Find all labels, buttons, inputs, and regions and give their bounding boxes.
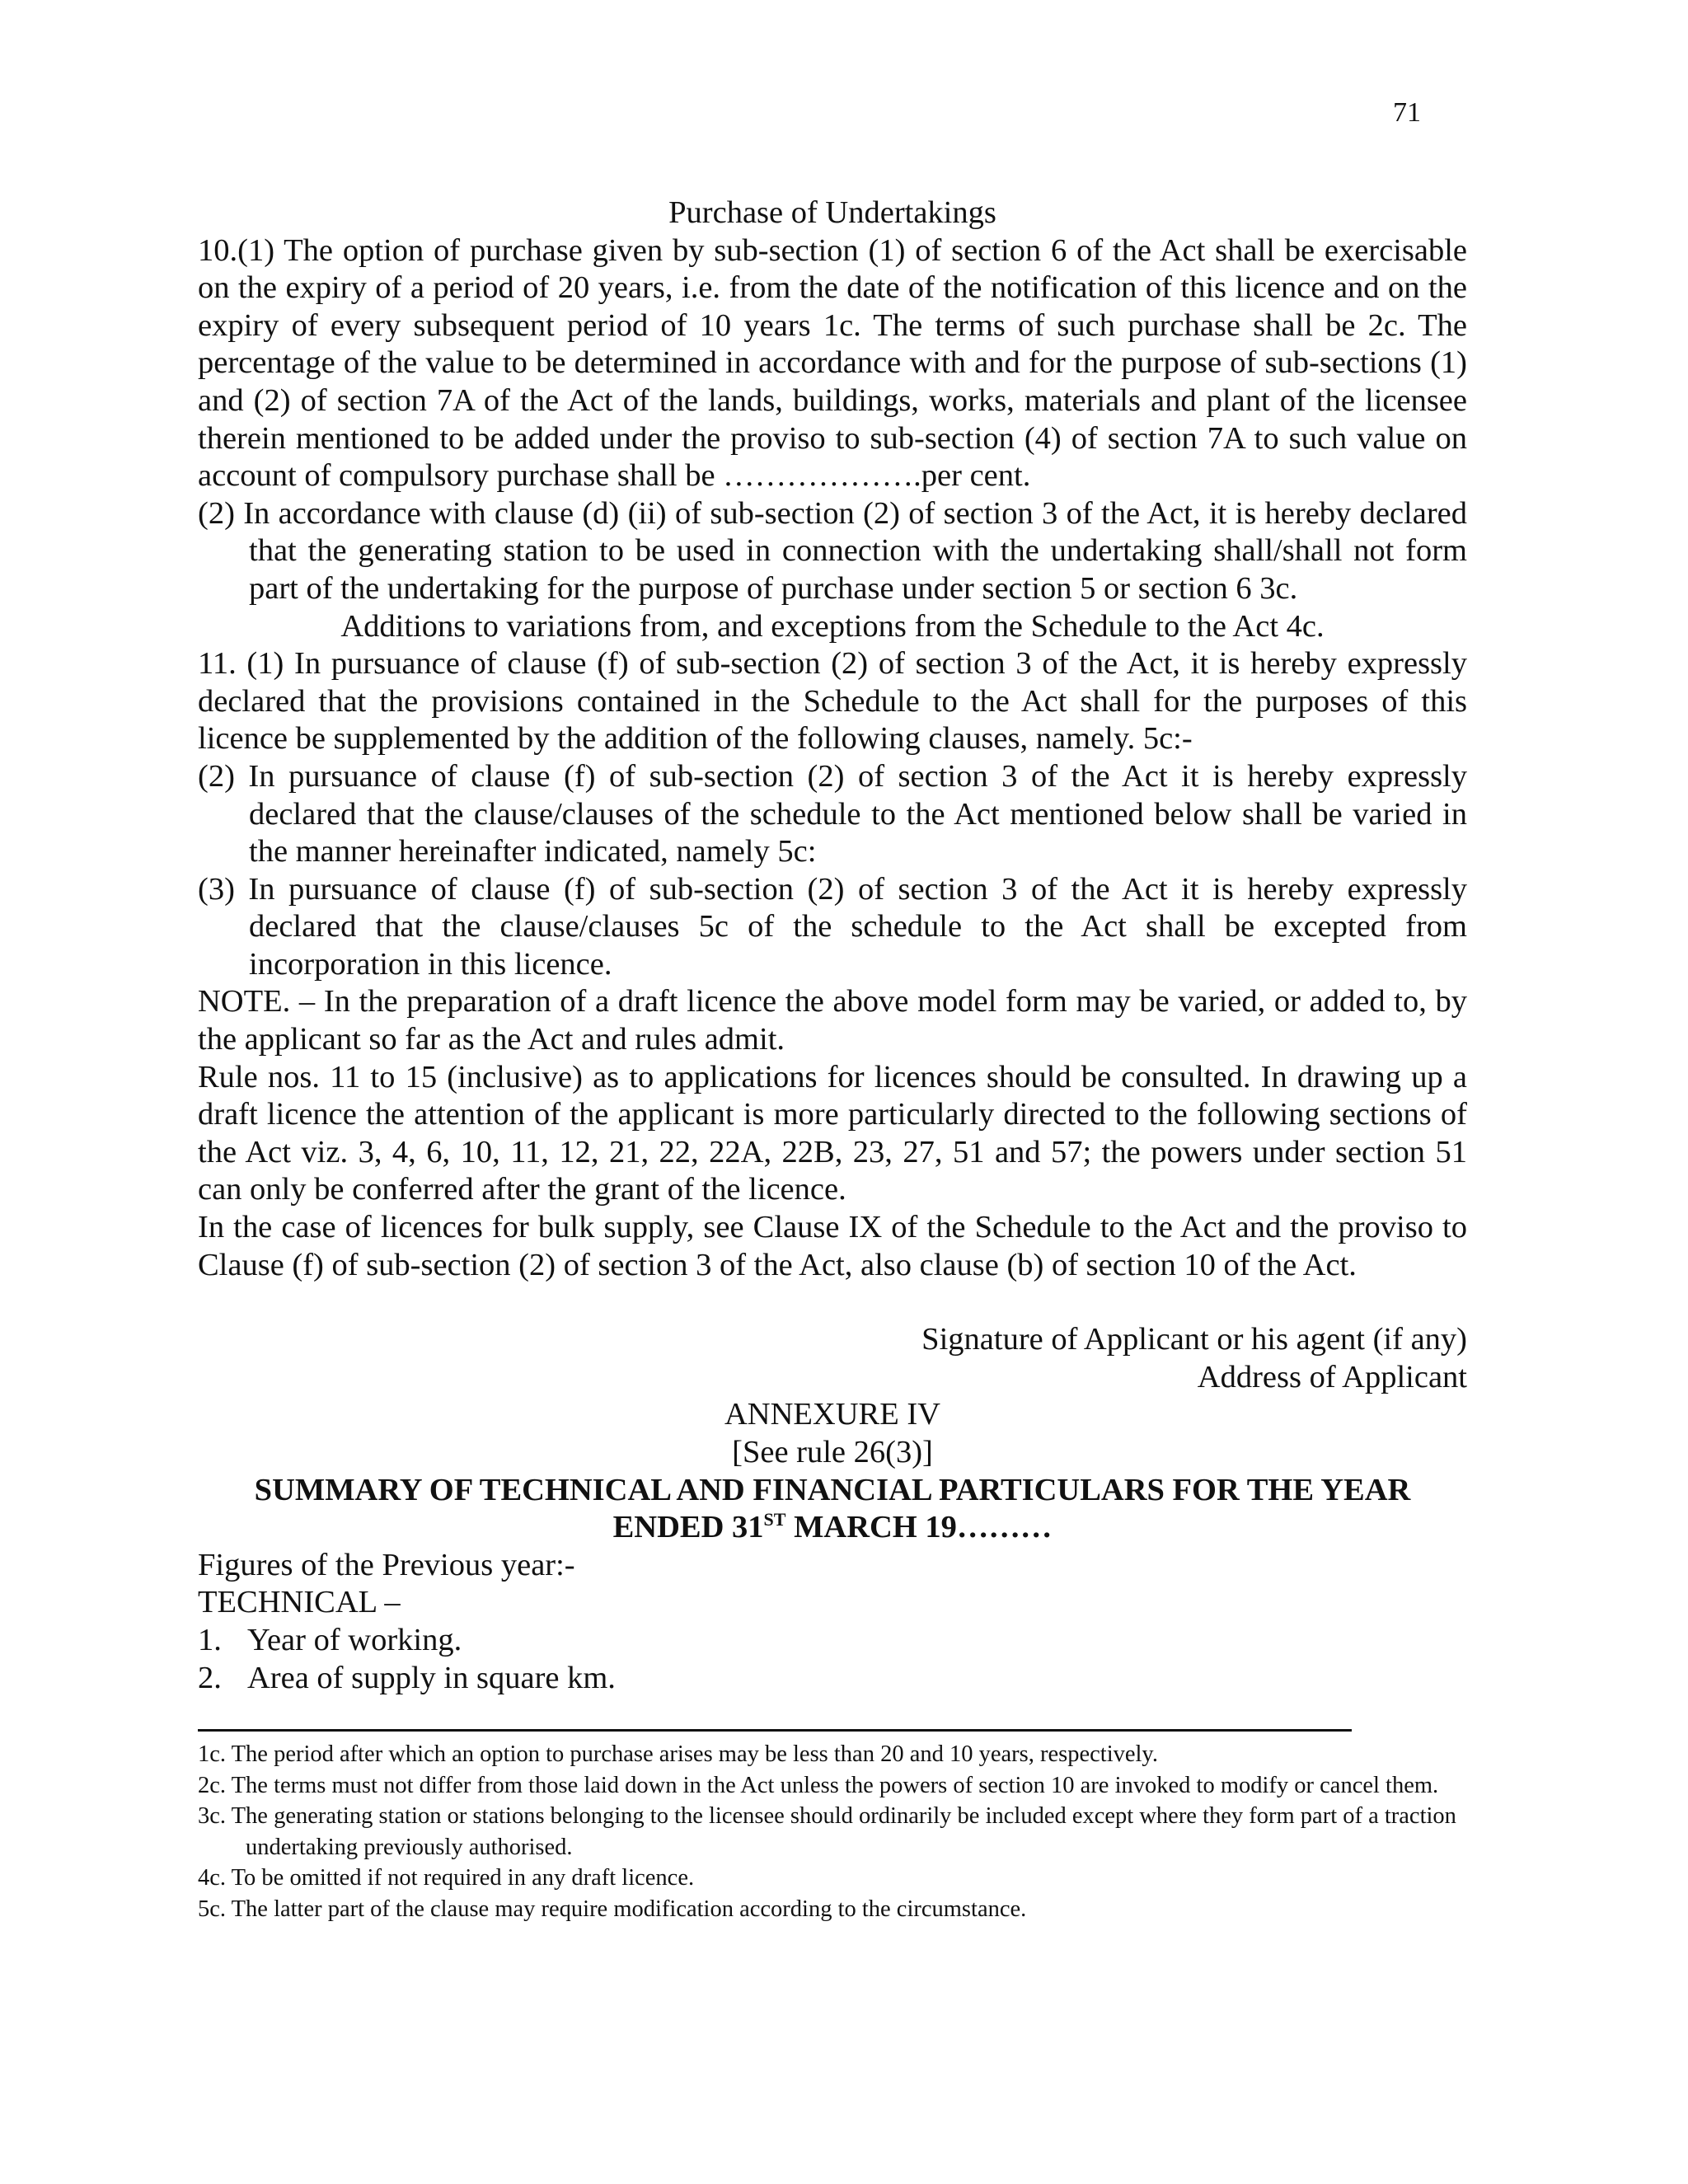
paragraph-11-1: 11. (1) In pursuance of clause (f) of sub-section (2) of section 3 of the Act, it is hereby expressly declared that the provisions contained in the Schedule to the Act shall for the purposes of this licence be supplemented by the addition of the following clauses, namely. 5c:-	[198, 646, 1467, 757]
address-line: Address of Applicant	[1197, 1359, 1467, 1394]
paragraph-10-2: (2) In accordance with clause (d) (ii) of sub-section (2) of section 3 of the Act, it is hereby declared that the generating station to be used in connection with the undertaking shall/shall not form part of the undertaking for the purpose of purchase under section 5 or section 6 3c.	[198, 495, 1467, 606]
page-number: 71	[1393, 97, 1421, 128]
technical-heading: TECHNICAL –	[198, 1585, 401, 1620]
annexure-title: ANNEXURE IV	[724, 1397, 940, 1432]
footnote-4c: 4c. To be omitted if not required in any draft licence.	[198, 1865, 695, 1891]
footnote-2c: 2c. The terms must not differ from those laid down in the Act unless the powers of section 10 are invoked to modify or cancel them.	[198, 1772, 1439, 1798]
heading-purchase-of-undertakings: Purchase of Undertakings	[668, 195, 996, 230]
bulk-supply-paragraph: In the case of licences for bulk supply, see Clause IX of the Schedule to the Act and the proviso to Clause (f) of sub-section (2) of section 3 of the Act, also clause (b) of section 10 of the Act.	[198, 1210, 1467, 1282]
list-item: 1. Year of working.	[198, 1622, 462, 1657]
annexure-rule-reference: [See rule 26(3)]	[732, 1435, 933, 1469]
summary-heading-line1: SUMMARY OF TECHNICAL AND FINANCIAL PARTICULARS FOR THE YEAR	[254, 1472, 1411, 1507]
footnote-3c: 3c. The generating station or stations belonging to the licensee should ordinarily be included except where they form part of a traction undertaking previously authorised.	[198, 1803, 1456, 1860]
technical-list	[198, 1622, 1467, 1697]
figures-previous-year: Figures of the Previous year:-	[198, 1547, 575, 1582]
footnotes	[198, 1739, 1467, 1924]
paragraph-11-3: (3) In pursuance of clause (f) of sub-section (2) of section 3 of the Act it is hereby expressly declared that the clause/clauses 5c of the schedule to the Act shall be excepted from incorporation in this licence.	[198, 871, 1467, 982]
note-paragraph: NOTE. – In the preparation of a draft licence the above model form may be varied, or added to, by the applicant so far as the Act and rules admit.	[198, 984, 1467, 1057]
paragraph-10-1: 10.(1) The option of purchase given by sub-section (1) of section 6 of the Act shall be exercisable on the expiry of a period of 20 years, i.e. from the date of the notification of this licence and on the expiry of every subsequent period of 10 years 1c. The terms of such purchase shall be 2c. The percentage of the value to be determined in accordance with and for the purpose of sub-sections (1) and (2) of section 7A of the Act of the lands, buildings, works, materials and plant of the licensee therein mentioned to be added under the proviso to sub-section (4) of section 7A to such value on account of compulsory purchase shall be ……………….per cent.	[198, 232, 1467, 494]
footnote-5c: 5c. The latter part of the clause may require modification according to the circumstance.	[198, 1896, 1027, 1922]
signature-line: Signature of Applicant or his agent (if any)	[921, 1322, 1467, 1357]
heading-additions: Additions to variations from, and exceptions from the Schedule to the Act 4c.	[340, 608, 1325, 644]
paragraph-11-2: (2) In pursuance of clause (f) of sub-section (2) of section 3 of the Act it is hereby expressly declared that the clause/clauses of the schedule to the Act mentioned below shall be varied in the manner hereinafter indicated, namely 5c:	[198, 758, 1467, 869]
summary-heading-line2: ENDED 31ST MARCH 19………	[612, 1509, 1053, 1545]
list-item: 2. Area of supply in square km.	[198, 1660, 616, 1695]
footnote-1c: 1c. The period after which an option to purchase arises may be less than 20 and 10 years, respectively.	[198, 1741, 1158, 1767]
document-body	[198, 194, 1467, 1697]
rule-nos-paragraph: Rule nos. 11 to 15 (inclusive) as to applications for licences should be consulted. In drawing up a draft licence the attention of the applicant is more particularly directed to the following sections of the Act viz. 3, 4, 6, 10, 11, 12, 21, 22, 22A, 22B, 23, 27, 51 and 57; the powers under section 51 can only be conferred after the grant of the licence.	[198, 1059, 1467, 1207]
footnote-separator	[198, 1729, 1352, 1732]
